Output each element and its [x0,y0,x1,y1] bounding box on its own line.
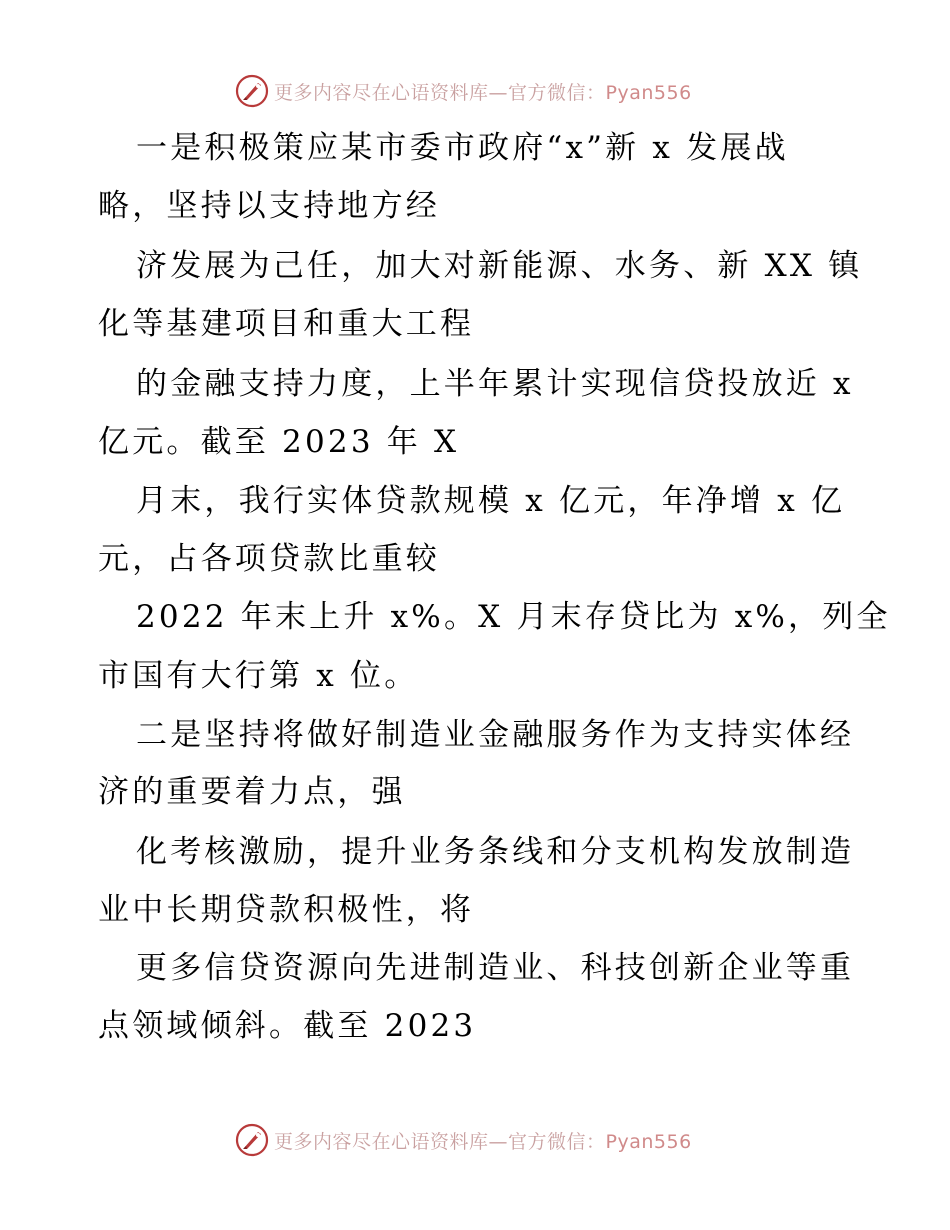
paragraph-3-line-2: 亿元。截至 2023 年 X [98,424,460,460]
paragraph-5-line-1: 2022 年末上升 x%。X 月末存贷比为 x%，列全 [136,599,891,635]
watermark-text: 更多内容尽在心语资料库—官方微信：Pyan556 [274,81,692,104]
header-watermark [234,71,692,111]
paragraph-2-line-1: 济发展为己任，加大对新能源、水务、新 XX 镇 [136,248,863,284]
paragraph-6-line-2: 济的重要着力点，强 [98,774,406,810]
paragraph-6-line-1: 二是坚持将做好制造业金融服务作为支持实体经 [136,717,855,753]
footer-watermark [234,1120,692,1160]
quill-logo-icon [234,73,270,109]
paragraph-5-line-2: 市国有大行第 x 位。 [98,658,419,694]
paragraph-8-line-2: 点领域倾斜。截至 2023 [98,1008,477,1044]
paragraph-3-line-1: 的金融支持力度，上半年累计实现信贷投放近 x [136,366,854,402]
paragraph-4-line-1: 月末，我行实体贷款规模 x 亿元，年净增 x 亿 [136,483,846,519]
paragraph-7-line-1: 化考核激励，提升业务条线和分支机构发放制造 [136,834,855,870]
paragraph-1-line-1: 一是积极策应某市委市政府“x”新 x 发展战 [136,130,789,166]
paragraph-7-line-2: 业中长期贷款积极性，将 [98,892,475,928]
paragraph-8-line-1: 更多信贷资源向先进制造业、科技创新企业等重 [136,950,855,986]
paragraph-4-line-2: 元，占各项贷款比重较 [98,541,440,577]
paragraph-2-line-2: 化等基建项目和重大工程 [98,306,475,342]
watermark-text: 更多内容尽在心语资料库—官方微信：Pyan556 [274,1130,692,1153]
quill-logo-icon [234,1122,270,1158]
paragraph-1-line-2: 略，坚持以支持地方经 [98,188,440,224]
